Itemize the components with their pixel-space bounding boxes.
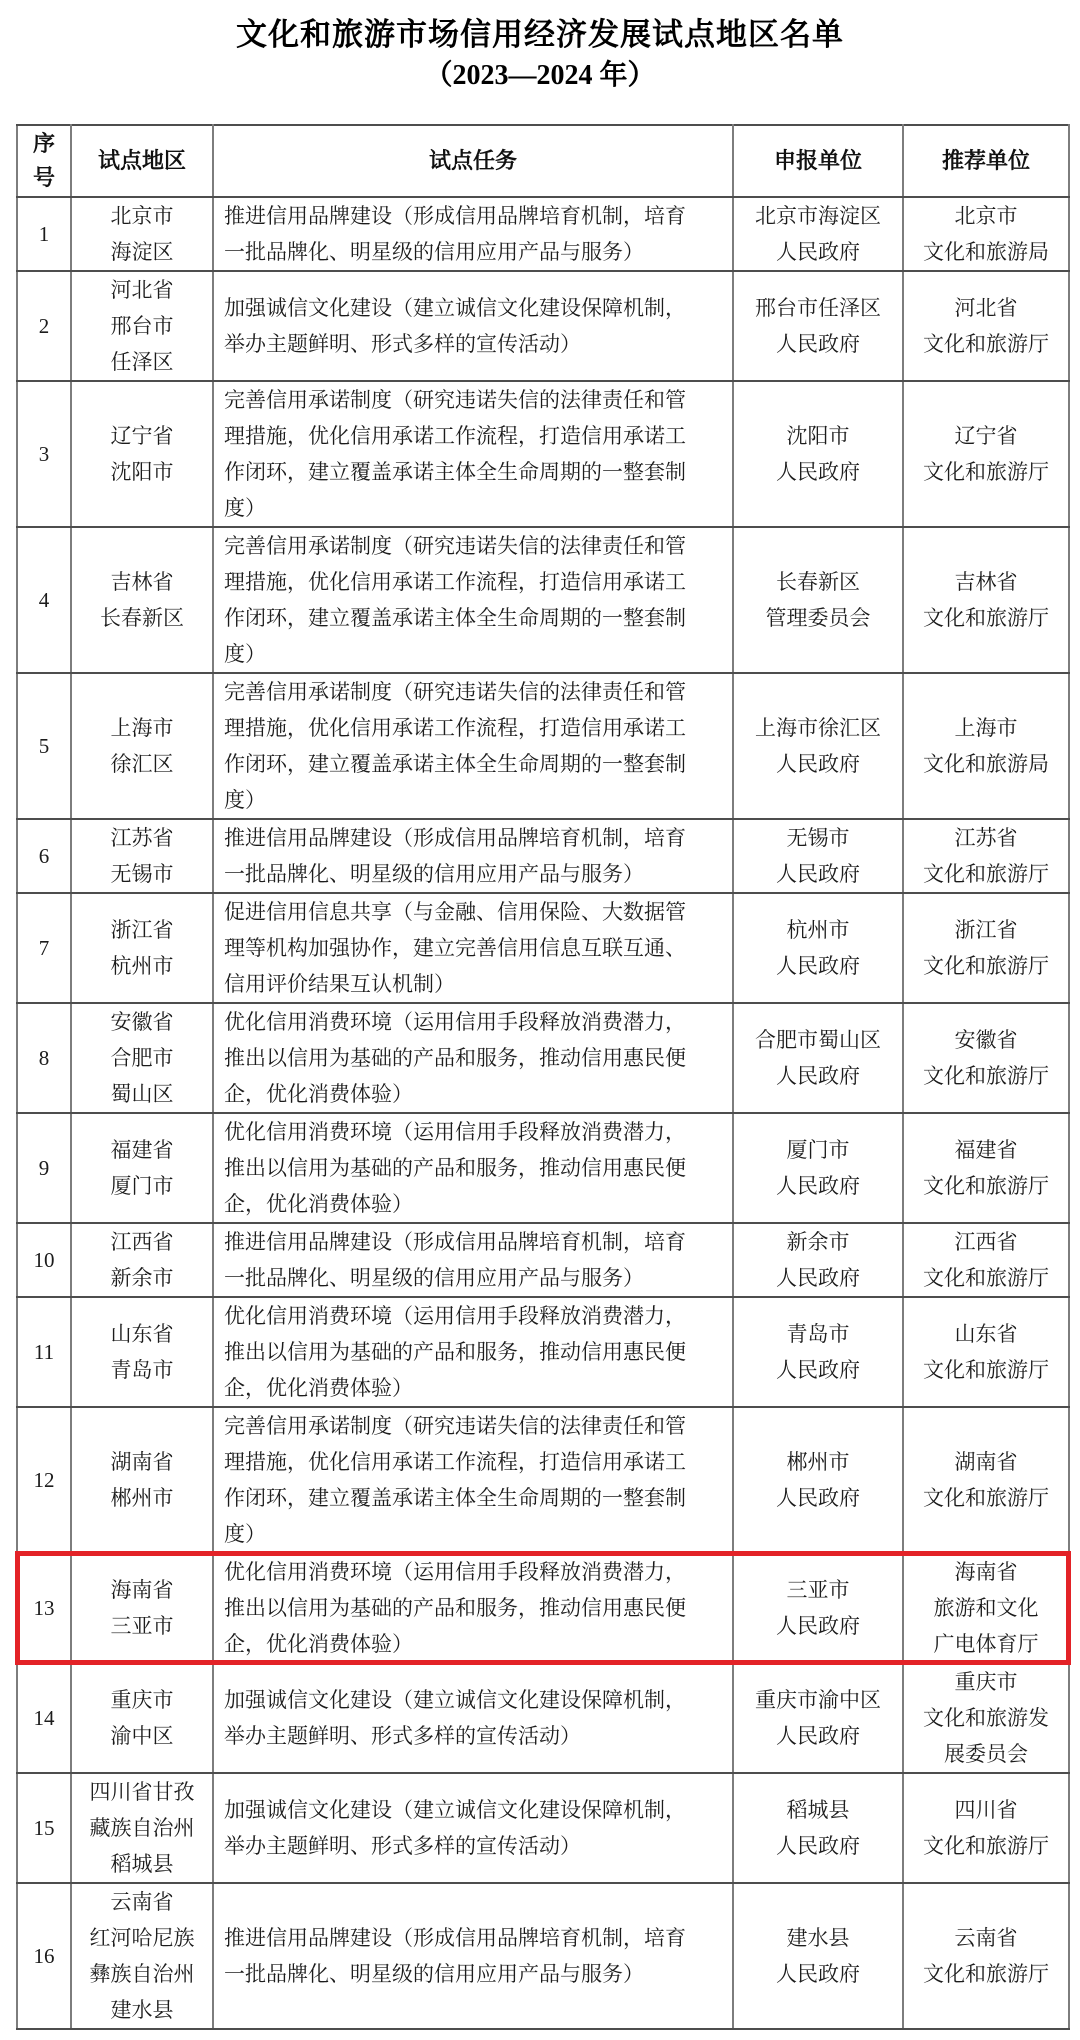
cell-line: 河北省 [110, 278, 174, 302]
cell-line: 厦门市 [786, 1138, 850, 1162]
cell-line: 文化和旅游厅 [923, 1174, 1049, 1198]
cell-line: 人民政府 [776, 1064, 860, 1088]
cell-line: 江西省 [954, 1230, 1018, 1254]
region-cell [71, 271, 213, 381]
header-task: 试点任务 [213, 125, 733, 197]
cell-line: 无锡市 [110, 862, 174, 886]
cell-line: 江苏省 [110, 826, 174, 850]
applicant-cell [733, 1773, 903, 1883]
index-cell: 10 [17, 1223, 71, 1297]
applicant-cell [733, 1553, 903, 1663]
cell-line: 文化和旅游厅 [923, 1486, 1049, 1510]
region-cell [71, 1663, 213, 1773]
index-cell: 16 [17, 1883, 71, 2029]
cell-line: 促进信用信息共享（与金融、信用保险、大数据管 [224, 900, 686, 924]
cell-line: 北京市 [954, 204, 1018, 228]
cell-line: 推进信用品牌建设（形成信用品牌培育机制，培育 [224, 1926, 686, 1950]
cell-line: 长春新区 [776, 570, 860, 594]
cell-line: 辽宁省 [954, 424, 1018, 448]
applicant-cell [733, 527, 903, 673]
cell-line: 人民政府 [776, 1486, 860, 1510]
cell-line: 人民政府 [776, 1962, 860, 1986]
cell-line: 三亚市 [110, 1614, 174, 1638]
cell-line: 湖南省 [110, 1450, 174, 1474]
table-row-highlighted [17, 1553, 1069, 1663]
cell-line: 邢台市任泽区 [755, 296, 881, 320]
table-row [17, 197, 1069, 271]
index-cell: 12 [17, 1407, 71, 1553]
cell-line: 三亚市 [786, 1578, 850, 1602]
cell-line: 文化和旅游局 [923, 240, 1049, 264]
cell-line: 完善信用承诺制度（研究违诺失信的法律责任和管 [224, 388, 686, 412]
cell-line: 海淀区 [110, 240, 174, 264]
cell-line: 藏族自治州 [89, 1816, 195, 1840]
cell-line: 作闭环，建立覆盖承诺主体全生命周期的一整套制 [224, 1486, 686, 1510]
table-row [17, 1883, 1069, 2029]
cell-line: 沈阳市 [110, 460, 174, 484]
cell-line: 理措施，优化信用承诺工作流程，打造信用承诺工 [224, 570, 686, 594]
applicant-cell [733, 673, 903, 819]
table-row [17, 1663, 1069, 1773]
cell-line: 文化和旅游厅 [923, 1962, 1049, 1986]
recommender-cell [903, 1663, 1069, 1773]
applicant-cell [733, 1883, 903, 2029]
recommender-cell [903, 1773, 1069, 1883]
cell-line: 企，优化消费体验） [224, 1082, 413, 1106]
applicant-cell [733, 1113, 903, 1223]
cell-line: 新余市 [786, 1230, 850, 1254]
cell-line: 文化和旅游厅 [923, 1358, 1049, 1382]
header-index: 序号 [17, 125, 71, 197]
cell-line: 企，优化消费体验） [224, 1632, 413, 1656]
cell-line: 推出以信用为基础的产品和服务，推动信用惠民便 [224, 1156, 686, 1180]
region-cell [71, 1297, 213, 1407]
applicant-cell [733, 1223, 903, 1297]
index-cell: 4 [17, 527, 71, 673]
cell-line: 人民政府 [776, 240, 860, 264]
cell-line: 人民政府 [776, 332, 860, 356]
header-recommender: 推荐单位 [903, 125, 1069, 197]
cell-line: 一批品牌化、明星级的信用应用产品与服务） [224, 862, 644, 886]
region-cell [71, 1113, 213, 1223]
cell-line: 吉林省 [954, 570, 1018, 594]
cell-line: 加强诚信文化建设（建立诚信文化建设保障机制， [224, 1798, 686, 1822]
cell-line: 信用评价结果互认机制） [224, 972, 455, 996]
cell-line: 举办主题鲜明、形式多样的宣传活动） [224, 332, 581, 356]
title-block [0, 0, 1080, 96]
cell-line: 优化信用消费环境（运用信用手段释放消费潜力， [224, 1120, 686, 1144]
cell-line: 文化和旅游厅 [923, 1064, 1049, 1088]
task-cell [213, 197, 733, 271]
recommender-cell [903, 271, 1069, 381]
region-cell [71, 197, 213, 271]
cell-line: 理措施，优化信用承诺工作流程，打造信用承诺工 [224, 424, 686, 448]
cell-line: 江西省 [110, 1230, 174, 1254]
cell-line: 作闭环，建立覆盖承诺主体全生命周期的一整套制 [224, 752, 686, 776]
cell-line: 长春新区 [100, 606, 184, 630]
recommender-cell [903, 1003, 1069, 1113]
task-cell [213, 819, 733, 893]
table-row [17, 673, 1069, 819]
cell-line: 人民政府 [776, 1266, 860, 1290]
cell-line: 优化信用消费环境（运用信用手段释放消费潜力， [224, 1560, 686, 1584]
cell-line: 安徽省 [110, 1010, 174, 1034]
index-cell: 8 [17, 1003, 71, 1113]
applicant-cell [733, 1663, 903, 1773]
applicant-cell [733, 197, 903, 271]
cell-line: 人民政府 [776, 752, 860, 776]
table-row [17, 1113, 1069, 1223]
cell-line: 企，优化消费体验） [224, 1192, 413, 1216]
region-cell [71, 527, 213, 673]
table-row [17, 893, 1069, 1003]
applicant-cell [733, 819, 903, 893]
cell-line: 文化和旅游厅 [923, 862, 1049, 886]
cell-line: 邢台市 [110, 314, 174, 338]
region-cell [71, 1223, 213, 1297]
cell-line: 人民政府 [776, 460, 860, 484]
task-cell [213, 271, 733, 381]
cell-line: 安徽省 [954, 1028, 1018, 1052]
task-cell [213, 673, 733, 819]
cell-line: 渝中区 [110, 1724, 174, 1748]
cell-line: 举办主题鲜明、形式多样的宣传活动） [224, 1724, 581, 1748]
cell-line: 蜀山区 [110, 1082, 174, 1106]
table-row [17, 381, 1069, 527]
cell-line: 度） [224, 1522, 266, 1546]
task-cell [213, 1773, 733, 1883]
cell-line: 作闭环，建立覆盖承诺主体全生命周期的一整套制 [224, 460, 686, 484]
table-row [17, 1407, 1069, 1553]
cell-line: 人民政府 [776, 1614, 860, 1638]
recommender-cell [903, 819, 1069, 893]
cell-line: 完善信用承诺制度（研究违诺失信的法律责任和管 [224, 1414, 686, 1438]
cell-line: 海南省 [954, 1560, 1018, 1584]
index-cell: 13 [17, 1553, 71, 1663]
cell-line: 文化和旅游厅 [923, 606, 1049, 630]
recommender-cell [903, 381, 1069, 527]
region-cell [71, 1883, 213, 2029]
table-row [17, 1773, 1069, 1883]
cell-line: 一批品牌化、明星级的信用应用产品与服务） [224, 240, 644, 264]
table-row [17, 527, 1069, 673]
cell-line: 郴州市 [110, 1486, 174, 1510]
cell-line: 度） [224, 642, 266, 666]
cell-line: 任泽区 [110, 350, 174, 374]
index-cell: 2 [17, 271, 71, 381]
task-cell [213, 1883, 733, 2029]
cell-line: 理措施，优化信用承诺工作流程，打造信用承诺工 [224, 1450, 686, 1474]
cell-line: 无锡市 [786, 826, 850, 850]
cell-line: 举办主题鲜明、形式多样的宣传活动） [224, 1834, 581, 1858]
cell-line: 新余市 [110, 1266, 174, 1290]
cell-line: 江苏省 [954, 826, 1018, 850]
table-row [17, 819, 1069, 893]
task-cell [213, 1553, 733, 1663]
cell-line: 云南省 [954, 1926, 1018, 1950]
cell-line: 理措施，优化信用承诺工作流程，打造信用承诺工 [224, 716, 686, 740]
table-header [17, 125, 1069, 197]
cell-line: 文化和旅游发 [923, 1706, 1049, 1730]
recommender-cell [903, 197, 1069, 271]
recommender-cell [903, 893, 1069, 1003]
cell-line: 四川省 [954, 1798, 1018, 1822]
cell-line: 浙江省 [110, 918, 174, 942]
table-row [17, 1003, 1069, 1113]
applicant-cell [733, 271, 903, 381]
cell-line: 优化信用消费环境（运用信用手段释放消费潜力， [224, 1010, 686, 1034]
region-cell [71, 1773, 213, 1883]
cell-line: 海南省 [110, 1578, 174, 1602]
table-row [17, 1297, 1069, 1407]
region-cell [71, 1003, 213, 1113]
cell-line: 河北省 [954, 296, 1018, 320]
region-cell [71, 673, 213, 819]
cell-line: 云南省 [110, 1890, 174, 1914]
task-cell [213, 1297, 733, 1407]
page-title: 文化和旅游市场信用经济发展试点地区名单 [236, 17, 844, 52]
cell-line: 福建省 [110, 1138, 174, 1162]
region-cell [71, 893, 213, 1003]
cell-line: 推进信用品牌建设（形成信用品牌培育机制，培育 [224, 204, 686, 228]
cell-line: 展委员会 [944, 1742, 1028, 1766]
cell-line: 重庆市渝中区 [755, 1688, 881, 1712]
cell-line: 推进信用品牌建设（形成信用品牌培育机制，培育 [224, 826, 686, 850]
region-cell [71, 819, 213, 893]
recommender-cell [903, 1883, 1069, 2029]
cell-line: 山东省 [110, 1322, 174, 1346]
cell-line: 青岛市 [110, 1358, 174, 1382]
cell-line: 作闭环，建立覆盖承诺主体全生命周期的一整套制 [224, 606, 686, 630]
applicant-cell [733, 893, 903, 1003]
cell-line: 完善信用承诺制度（研究违诺失信的法律责任和管 [224, 680, 686, 704]
cell-line: 推出以信用为基础的产品和服务，推动信用惠民便 [224, 1340, 686, 1364]
cell-line: 郴州市 [786, 1450, 850, 1474]
cell-line: 重庆市 [954, 1670, 1018, 1694]
cell-line: 一批品牌化、明星级的信用应用产品与服务） [224, 1962, 644, 1986]
cell-line: 杭州市 [110, 954, 174, 978]
task-cell [213, 1003, 733, 1113]
applicant-cell [733, 1407, 903, 1553]
cell-line: 人民政府 [776, 862, 860, 886]
recommender-cell [903, 1297, 1069, 1407]
cell-line: 杭州市 [786, 918, 850, 942]
cell-line: 推进信用品牌建设（形成信用品牌培育机制，培育 [224, 1230, 686, 1254]
header-region: 试点地区 [71, 125, 213, 197]
index-cell: 9 [17, 1113, 71, 1223]
cell-line: 文化和旅游厅 [923, 460, 1049, 484]
cell-line: 厦门市 [110, 1174, 174, 1198]
cell-line: 文化和旅游厅 [923, 1834, 1049, 1858]
cell-line: 推出以信用为基础的产品和服务，推动信用惠民便 [224, 1046, 686, 1070]
task-cell [213, 1407, 733, 1553]
cell-line: 文化和旅游厅 [923, 332, 1049, 356]
cell-line: 建水县 [786, 1926, 850, 1950]
table-row [17, 271, 1069, 381]
cell-line: 浙江省 [954, 918, 1018, 942]
cell-line: 人民政府 [776, 1358, 860, 1382]
index-cell: 6 [17, 819, 71, 893]
index-cell: 11 [17, 1297, 71, 1407]
index-cell: 1 [17, 197, 71, 271]
cell-line: 度） [224, 496, 266, 520]
cell-line: 彝族自治州 [89, 1962, 195, 1986]
region-cell [71, 1553, 213, 1663]
task-cell [213, 527, 733, 673]
index-cell: 3 [17, 381, 71, 527]
cell-line: 重庆市 [110, 1688, 174, 1712]
cell-line: 稻城县 [110, 1852, 174, 1876]
cell-line: 旅游和文化 [933, 1596, 1039, 1620]
recommender-cell [903, 673, 1069, 819]
index-cell: 15 [17, 1773, 71, 1883]
recommender-cell [903, 1407, 1069, 1553]
cell-line: 人民政府 [776, 1724, 860, 1748]
header-row [17, 125, 1069, 197]
cell-line: 湖南省 [954, 1450, 1018, 1474]
cell-line: 加强诚信文化建设（建立诚信文化建设保障机制， [224, 296, 686, 320]
cell-line: 完善信用承诺制度（研究违诺失信的法律责任和管 [224, 534, 686, 558]
table-body [17, 197, 1069, 2029]
cell-line: 人民政府 [776, 1174, 860, 1198]
cell-line: 广电体育厅 [933, 1632, 1039, 1656]
cell-line: 加强诚信文化建设（建立诚信文化建设保障机制， [224, 1688, 686, 1712]
cell-line: 山东省 [954, 1322, 1018, 1346]
cell-line: 推出以信用为基础的产品和服务，推动信用惠民便 [224, 1596, 686, 1620]
region-cell [71, 1407, 213, 1553]
pilot-areas-table [16, 124, 1070, 2030]
cell-line: 优化信用消费环境（运用信用手段释放消费潜力， [224, 1304, 686, 1328]
cell-line: 合肥市蜀山区 [755, 1028, 881, 1052]
cell-line: 上海市 [954, 716, 1018, 740]
cell-line: 企，优化消费体验） [224, 1376, 413, 1400]
cell-line: 北京市海淀区 [755, 204, 881, 228]
cell-line: 四川省甘孜 [89, 1780, 195, 1804]
recommender-cell [903, 1113, 1069, 1223]
cell-line: 人民政府 [776, 954, 860, 978]
cell-line: 一批品牌化、明星级的信用应用产品与服务） [224, 1266, 644, 1290]
index-cell: 5 [17, 673, 71, 819]
cell-line: 人民政府 [776, 1834, 860, 1858]
applicant-cell [733, 381, 903, 527]
cell-line: 北京市 [110, 204, 174, 228]
region-cell [71, 381, 213, 527]
cell-line: 上海市徐汇区 [755, 716, 881, 740]
index-cell: 7 [17, 893, 71, 1003]
index-cell: 14 [17, 1663, 71, 1773]
applicant-cell [733, 1297, 903, 1407]
task-cell [213, 1223, 733, 1297]
cell-line: 合肥市 [110, 1046, 174, 1070]
cell-line: 文化和旅游局 [923, 752, 1049, 776]
task-cell [213, 1663, 733, 1773]
task-cell [213, 381, 733, 527]
header-applicant: 申报单位 [733, 125, 903, 197]
cell-line: 沈阳市 [786, 424, 850, 448]
page-subtitle: （2023—2024 年） [424, 60, 656, 91]
cell-line: 红河哈尼族 [89, 1926, 195, 1950]
task-cell [213, 893, 733, 1003]
cell-line: 辽宁省 [110, 424, 174, 448]
cell-line: 徐汇区 [110, 752, 174, 776]
cell-line: 管理委员会 [765, 606, 871, 630]
cell-line: 吉林省 [110, 570, 174, 594]
applicant-cell [733, 1003, 903, 1113]
cell-line: 福建省 [954, 1138, 1018, 1162]
cell-line: 稻城县 [786, 1798, 850, 1822]
cell-line: 理等机构加强协作，建立完善信用信息互联互通、 [224, 936, 686, 960]
task-cell [213, 1113, 733, 1223]
cell-line: 建水县 [110, 1998, 174, 2022]
recommender-cell [903, 527, 1069, 673]
recommender-cell [903, 1223, 1069, 1297]
table-row [17, 1223, 1069, 1297]
cell-line: 上海市 [110, 716, 174, 740]
cell-line: 文化和旅游厅 [923, 954, 1049, 978]
recommender-cell [903, 1553, 1069, 1663]
cell-line: 文化和旅游厅 [923, 1266, 1049, 1290]
cell-line: 度） [224, 788, 266, 812]
cell-line: 青岛市 [786, 1322, 850, 1346]
